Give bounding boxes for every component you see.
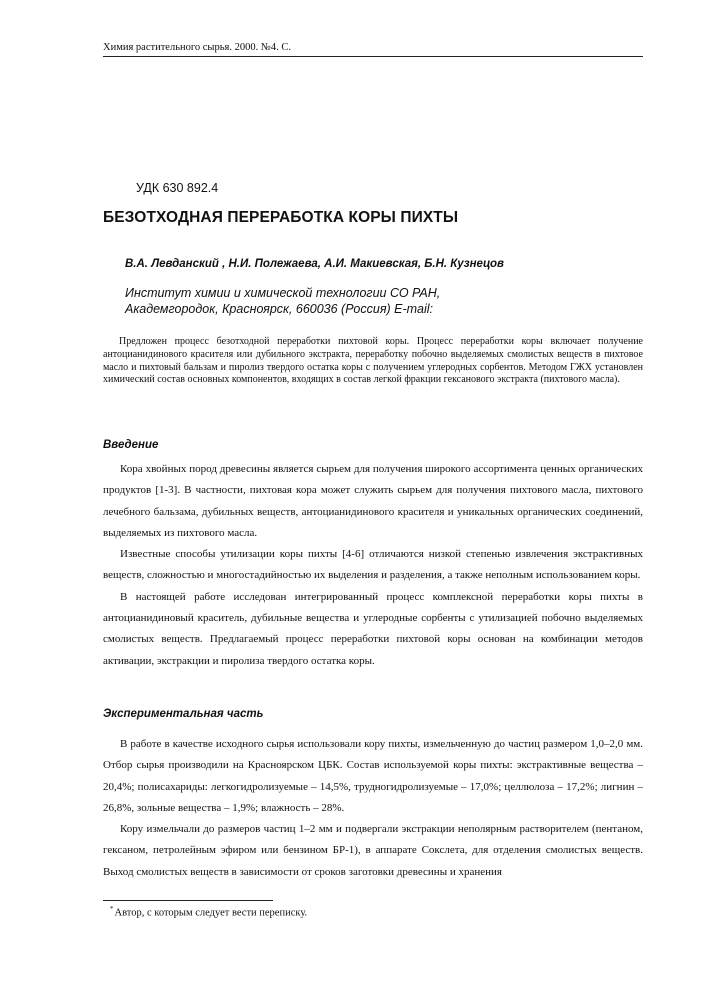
paragraph: В настоящей работе исследован интегрированный процесс комплексной переработки коры пихты в антоцианидиновый краситель, дубильные вещества и углеродные сорбенты с утилизацией побочно выделяемых смолистых веществ. Предлагаемый процесс переработки пихтовой коры основан на комбинации методов активации, экстракции и пиролиза твердого остатка коры.	[103, 590, 643, 667]
footnote-text: Автор, с которым следует вести переписку.	[114, 907, 308, 919]
paragraph: Кору измельчали до размеров частиц 1–2 мм и подвергали экстракции неполярным растворителем (пентаном, гексаном, петролейным эфиром или бензином БР-1), в аппарате Сокслета, для отделения смолистых веществ. Выход смолистых веществ в зависимости от сроков заготовки древесины и хранения	[103, 823, 643, 878]
affiliation	[125, 285, 440, 317]
author-list: В.А. Левданский , Н.И. Полежаева, А.И. Макиевская, Б.Н. Кузнецов	[125, 258, 504, 270]
journal-citation: Химия растительного сырья. 2000. №4. С.	[103, 42, 291, 53]
paragraph: Известные способы утилизации коры пихты [4-6] отличаются низкой степенью извлечения экстрактивных веществ, сложностью и многостадийностью их выделения и разделения, а также неполным использованием коры.	[103, 548, 643, 582]
introduction-body	[103, 459, 643, 672]
section-heading-introduction: Введение	[103, 439, 159, 451]
footnote-divider	[103, 900, 273, 901]
affiliation-line: Институт химии и химической технологии СО РАН,	[125, 286, 441, 300]
running-header	[103, 42, 643, 57]
abstract: Предложен процесс безотходной переработки пихтовой коры. Процесс переработки коры включает получение антоцианидинового красителя или дубильного экстракта, переработку побочно выделяемых смолистых веществ в пихтовое масло и пихтовый бальзам и пиролиз твердого остатка коры с получением углеродных сорбентов. Методом ГЖХ установлен химический состав основных компонентов, входящих в состав легкой фракции гексанового экстракта (пихтового масла).	[103, 336, 643, 386]
paragraph: Кора хвойных пород древесины является сырьем для получения широкого ассортимента ценных органических продуктов [1-3]. В частности, пихтовая кора может служить сырьем для получения пихтового масла, пихтового лечебного бальзама, дубильных веществ, антоцианидинового красителя и уникальных органических соединений, выделяемых из пихтового масла.	[103, 463, 643, 539]
experimental-body	[103, 734, 643, 883]
udc-code: УДК 630 892.4	[136, 181, 219, 195]
affiliation-line: Академгородок, Красноярск, 660036 (Россия) E-mail:	[125, 302, 434, 316]
section-heading-experimental: Экспериментальная часть	[103, 708, 264, 720]
footnote	[110, 905, 307, 919]
paragraph: В работе в качестве исходного сырья использовали кору пихты, измельченную до частиц размером 1,0–2,0 мм. Отбор сырья производили на Красноярском ЦБК. Состав используемой коры пихты: экстрактивные вещества – 20,4%; полисахариды: легкогидролизуемые – 14,5%, трудногидролизуемые – 17,0%; целлюлоза – 17,2%; лигнин – 26,8%, зольные вещества – 1,9%; влажность – 28%.	[103, 738, 643, 814]
footnote-mark: *	[110, 905, 114, 913]
article-title: БЕЗОТХОДНАЯ ПЕРЕРАБОТКА КОРЫ ПИХТЫ	[103, 209, 459, 226]
